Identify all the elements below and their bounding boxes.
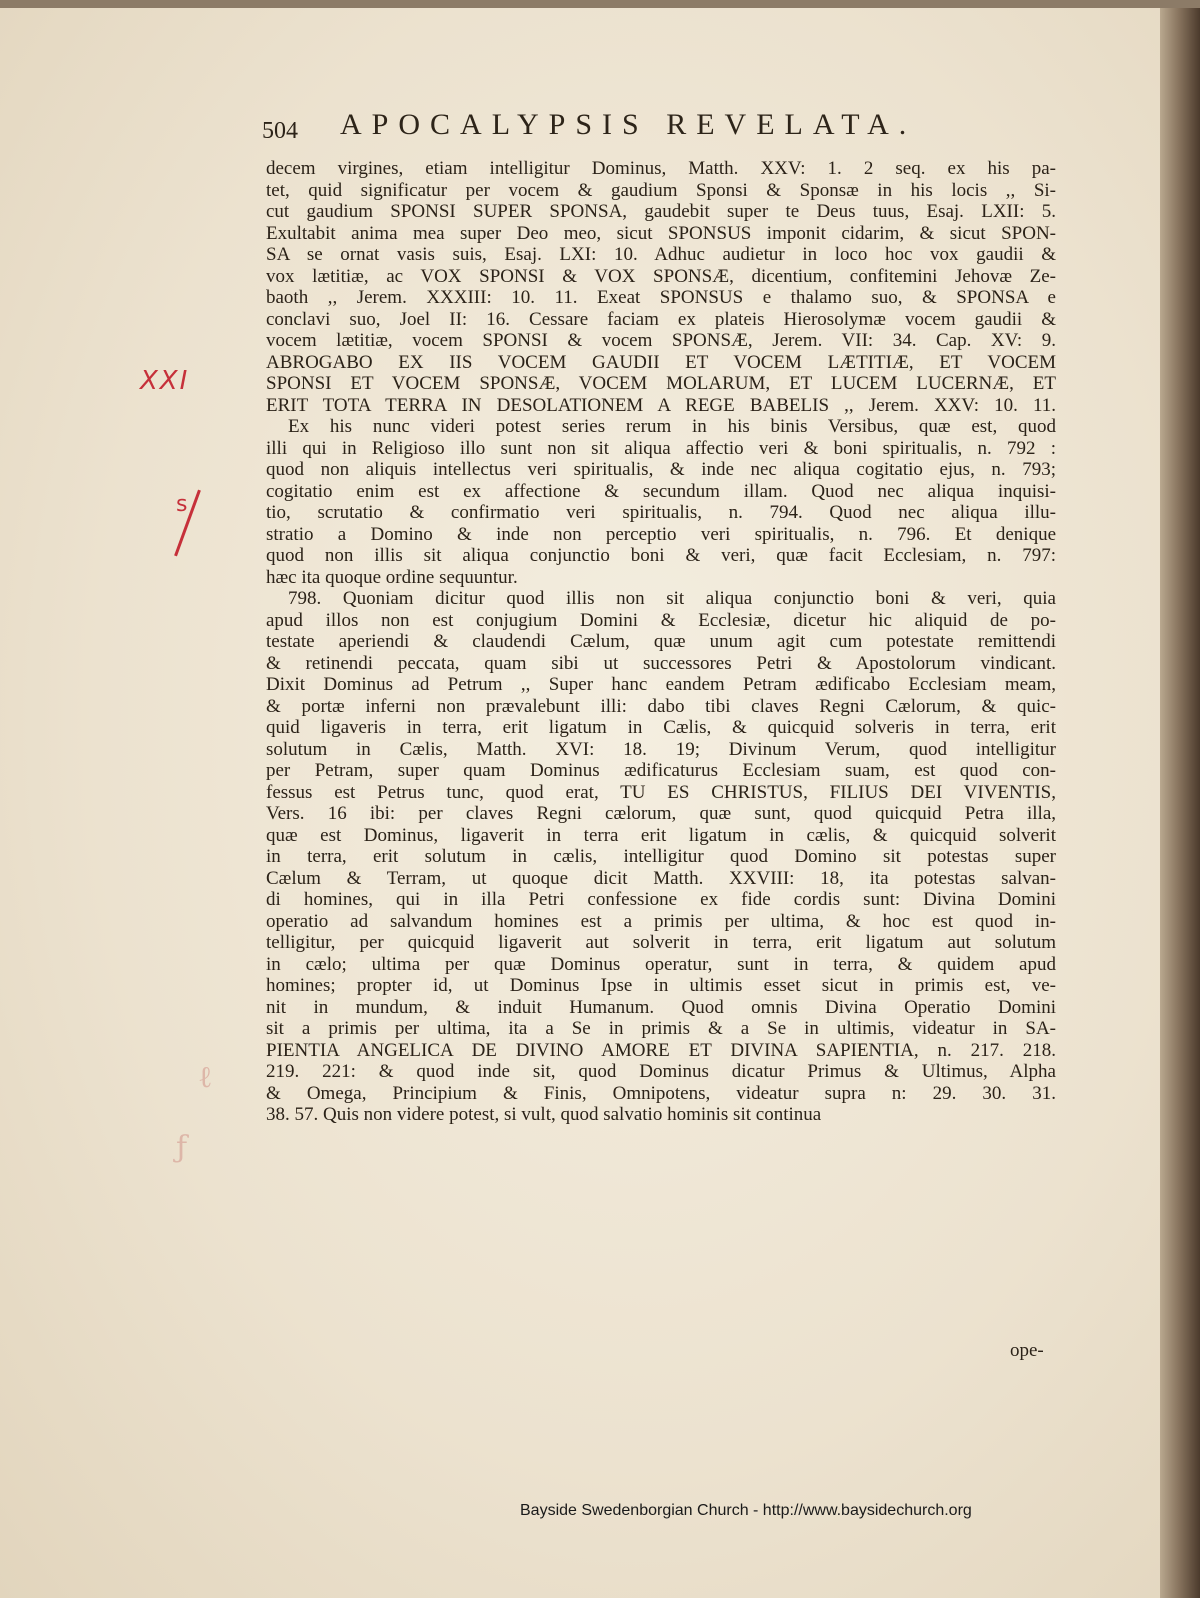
text-line: tet, quid significatur per vocem & gaudium Sponsi & Sponsæ in his locis ,, Si- [266, 179, 1056, 201]
text-line: & Omega, Principium & Finis, Omnipotens, videatur supra n: 29. 30. 31. [266, 1082, 1056, 1104]
text-line: Cælum & Terram, ut quoque dicit Matth. XXVIII: 18, ita potestas salvan- [266, 867, 1056, 889]
text-line: 219. 221: & quod inde sit, quod Dominus dicatur Primus & Ultimus, Alpha [266, 1061, 1056, 1082]
text-line: homines; propter id, ut Dominus Ipse in ultimis esset sicut in primis est, ve- [266, 975, 1056, 996]
text-line: telligitur, per quicquid ligaverit aut solverit in terra, erit ligatum aut solutum [266, 932, 1056, 953]
text-line: 38. 57. Quis non videre potest, si vult, quod salvatio hominis sit continua [266, 1104, 822, 1125]
text-line: vocem lætitiæ, vocem SPONSI & vocem SPONSÆ, Jerem. VII: 34. Cap. XV: 9. [266, 330, 1056, 351]
text-line: illi qui in Religioso illo sunt non sit aliqua affectio veri & boni spiritualis, n. 792 : [266, 437, 1056, 459]
text-line: Ex his nunc videri potest series rerum in his binis Versibus, quæ est, quod [288, 416, 1056, 437]
running-title: APOCALYPSIS REVELATA. [340, 108, 917, 141]
text-line: quid ligaveris in terra, erit ligatum in Cælis, & quicquid solveris in terra, erit [266, 717, 1056, 738]
text-line: & portæ inferni non prævalebunt illi: dabo tibi claves Regni Cælorum, & quic- [266, 695, 1056, 717]
text-line: Exultabit anima mea super Deo meo, sicut SPONSUS imponit cidarim, & sicut SPON- [266, 222, 1056, 244]
text-line: & retinendi peccata, quam sibi ut successores Petri & Apostolorum vindicant. [266, 652, 1056, 674]
text-line: cogitatio enim est ex affectione & secundum illam. Quod nec aliqua inquisi- [266, 480, 1056, 502]
text-line: ABROGABO EX IIS VOCEM GAUDII ET VOCEM LÆTITIÆ, ET VOCEM [266, 351, 1056, 373]
text-line: vox lætitiæ, ac VOX SPONSI & VOX SPONSÆ, dicentium, confitemini Jehovæ Ze- [266, 265, 1056, 287]
book-spine-edge [1160, 0, 1200, 1598]
margin-note-s: s [176, 492, 188, 517]
text-line: tio, scrutatio & confirmatio veri spiritualis, n. 794. Quod nec aliqua illu- [266, 502, 1056, 523]
page-number: 504 [262, 118, 298, 144]
faint-margin-mark: ℓ [198, 1060, 213, 1095]
text-line: conclavi suo, Joel II: 16. Cessare faciam ex plateis Hierosolymæ vocem gaudii & [266, 308, 1056, 330]
text-line: decem virgines, etiam intelligitur Dominus, Matth. XXV: 1. 2 seq. ex his pa- [266, 158, 1056, 179]
faint-margin-mark: ƒ [176, 1130, 188, 1165]
text-line: in cælo; ultima per quæ Dominus operatur, sunt in terra, & quidem apud [266, 953, 1056, 975]
text-line: sit a primis per ultima, ita a Se in primis & a Se in ultimis, videatur in SA- [266, 1018, 1056, 1039]
text-line: quod non aliquis intellectus veri spiritualis, & inde nec aliqua cogitatio ejus, n. 793; [266, 459, 1056, 480]
text-line: PIENTIA ANGELICA DE DIVINO AMORE ET DIVINA SAPIENTIA, n. 217. 218. [266, 1039, 1056, 1061]
text-line: quæ est Dominus, ligaverit in terra erit ligatum in cælis, & quicquid solverit [266, 824, 1056, 846]
text-line: ERIT TOTA TERRA IN DESOLATIONEM A REGE BABELIS ,, Jerem. XXV: 10. 11. [266, 394, 1056, 416]
text-line: nit in mundum, & induit Humanum. Quod omnis Divina Operatio Domini [266, 996, 1056, 1018]
text-line: Vers. 16 ibi: per claves Regni cælorum, quæ sunt, quod quicquid Petra illa, [266, 803, 1056, 824]
text-line: per Petram, super quam Dominus ædificaturus Ecclesiam suam, est quod con- [266, 760, 1056, 781]
text-line: apud illos non est conjugium Domini & Ecclesiæ, dicetur hic aliquid de po- [266, 609, 1056, 631]
text-line: SA se ornat vasis suis, Esaj. LXI: 10. Adhuc audietur in loco hoc vox gaudii & [266, 244, 1056, 265]
text-line: quod non illis sit aliqua conjunctio boni & veri, quæ facit Ecclesiam, n. 797: [266, 545, 1056, 566]
text-line: stratio a Domino & inde non perceptio veri spiritualis, n. 796. Et denique [266, 523, 1056, 545]
margin-note-xxi: XXI [140, 366, 190, 396]
text-line: cut gaudium SPONSI SUPER SPONSA, gaudebit super te Deus tuus, Esaj. LXII: 5. [266, 201, 1056, 222]
text-line: operatio ad salvandum homines est a primis per ultima, & hoc est quod in- [266, 910, 1056, 932]
text-line: solutum in Cælis, Matth. XVI: 18. 19; Divinum Verum, quod intelligitur [266, 738, 1056, 760]
text-line: in terra, erit solutum in cælis, intelligitur quod Domino sit potestas super [266, 846, 1056, 867]
text-line: testate aperiendi & claudendi Cælum, quæ unum agit cum potestate remittendi [266, 631, 1056, 652]
text-line: hæc ita quoque ordine sequuntur. [266, 566, 518, 588]
text-line: Dixit Dominus ad Petrum ,, Super hanc eandem Petram ædificabo Ecclesiam meam, [266, 674, 1056, 695]
text-line: fessus est Petrus tunc, quod erat, TU ES CHRISTUS, FILIUS DEI VIVENTIS, [266, 781, 1056, 803]
text-line: di homines, qui in illa Petri confessione ex fide cordis sunt: Divina Domini [266, 889, 1056, 910]
page-header [262, 108, 1062, 148]
catchword: ope- [1010, 1340, 1044, 1361]
text-line: baoth ,, Jerem. XXXIII: 10. 11. Exeat SPONSUS e thalamo suo, & SPONSA e [266, 287, 1056, 308]
body-text [266, 158, 1056, 1126]
footer-credit: Bayside Swedenborgian Church - http://www.baysidechurch.org [520, 1502, 972, 1519]
text-line: 798. Quoniam dicitur quod illis non sit aliqua conjunctio boni & veri, quia [288, 588, 1056, 609]
text-line: SPONSI ET VOCEM SPONSÆ, VOCEM MOLARUM, ET LUCEM LUCERNÆ, ET [266, 373, 1056, 394]
page-top-edge [0, 0, 1200, 8]
